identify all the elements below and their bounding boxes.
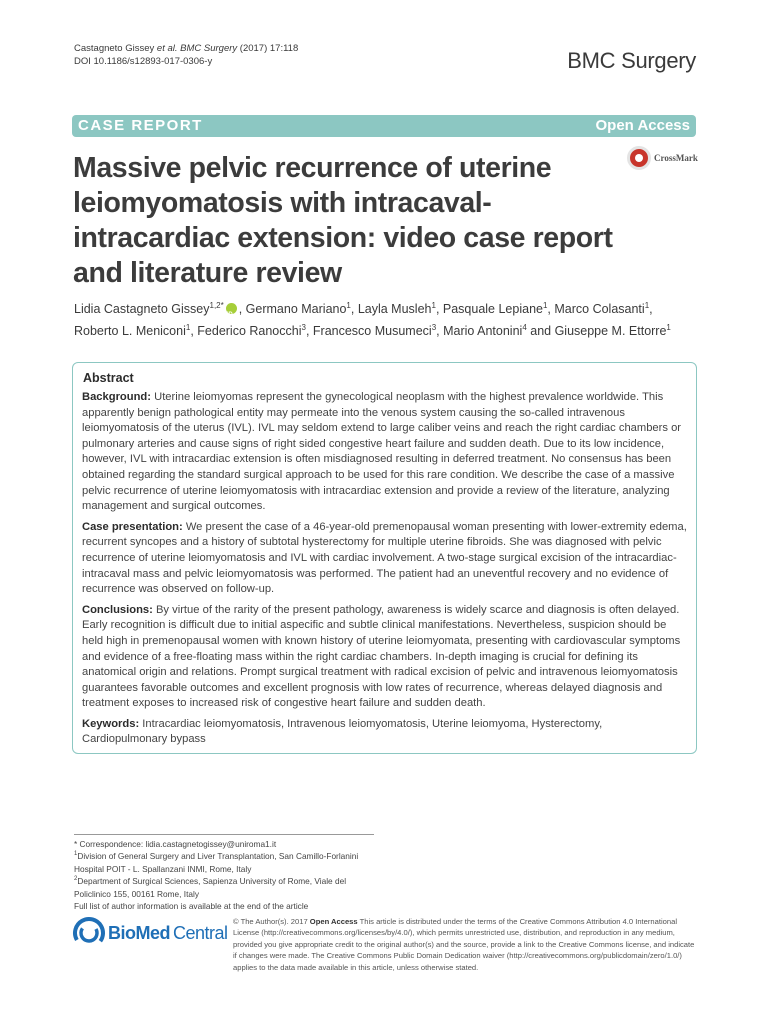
author-affiliation: 1 (644, 300, 650, 310)
author-affiliation: 1 (666, 322, 671, 332)
section-text: We present the case of a 46-year-old premenopausal woman presenting with lower-extremity edema, recurrent syncopes and a history of subtotal hysterectomy for multiple uterine fibroids. She was diagnosed with pelvic recurrence of uterine leiomyomatosis and IVL with cardiac involvement. A two-stage surgical excision of the intracardiac-intracaval mass and pelvic leiomyomatosis was performed. The patient had an uneventful recovery and no evidence of recurrence was observed on follow-up. (82, 520, 687, 596)
license-open-access: Open Access (309, 917, 358, 926)
section-text: Intracardiac leiomyomatosis, Intravenous leiomyomatosis, Uterine leiomyoma, Hysterectomy, Cardiopulmonary bypass (82, 717, 603, 746)
abstract-background (82, 390, 687, 515)
footnote-divider (74, 834, 374, 835)
author-affiliation: 1 (346, 300, 351, 310)
author-name: , Layla Musleh (350, 302, 432, 316)
article-type-label: CASE REPORT (78, 117, 203, 134)
abstract-keywords (82, 717, 687, 748)
section-label: Conclusions: (82, 603, 153, 616)
biomed-central-icon (72, 916, 106, 950)
citation-rest: (2017) 17:118 (237, 43, 299, 54)
author-affiliation: 1,2* (209, 300, 224, 310)
logo-text-biomed: BioMed (108, 922, 170, 943)
abstract-box (72, 362, 697, 754)
abstract-heading: Abstract (83, 371, 134, 385)
affiliation-1 (74, 850, 384, 875)
affiliation-2 (74, 875, 384, 900)
correspondence[interactable]: * Correspondence: lidia.castagnetogissey@uniroma1.it (74, 839, 277, 849)
crossmark-badge[interactable] (627, 146, 698, 170)
author-name: , Pasquale Lepiane (435, 302, 543, 316)
section-label: Background: (82, 391, 151, 403)
affiliation-number: 1 (74, 851, 78, 858)
affiliation-text: Division of General Surgery and Liver Transplantation, San Camillo-Forlanini Hospital POIT - L. Spallanzani INMI, Rome, Italy (74, 851, 359, 874)
affiliation-text: Department of Surgical Sciences, Sapienza University of Rome, Viale del Policlinico 155, 00161 Rome, Italy (74, 876, 347, 899)
section-label: Case presentation: (82, 520, 183, 533)
abstract-conclusions (82, 603, 687, 712)
section-label: Keywords: (82, 717, 140, 730)
citation-header (74, 42, 298, 68)
author-name: , Federico Ranocchi (190, 324, 302, 338)
abstract-case-presentation (82, 520, 687, 598)
biomed-central-logo (72, 916, 228, 950)
author-name: Lidia Castagneto Gissey (74, 302, 210, 316)
citation-authors: Castagneto Gissey (74, 43, 157, 54)
doi[interactable]: DOI 10.1186/s12893-017-0306-y (74, 56, 213, 67)
crossmark-icon (627, 146, 651, 170)
license-text: This article is distributed under the terms of the Creative Commons Attribution 4.0 International License (http://creativecommons.org/licenses/by/4.0/), which permits unrestricted use, distribution, and reproduction in any medium, provided you give appropriate credit to the original author(s) and the source, provide a link to the Creative Commons license, and indicate if changes were made. The Creative Commons Public Domain Dedication waiver (http://creativecommons.org/publicdomain/zero/1.0/) applies to the data made available in this article, unless otherwise stated. (233, 917, 695, 972)
open-access-label: Open Access (595, 117, 690, 134)
author-name: and Giuseppe M. Ettorre (526, 324, 667, 338)
affiliation-number: 2 (74, 876, 78, 883)
author-name: Roberto L. Meniconi (74, 324, 186, 338)
author-affiliation: 3 (431, 322, 437, 332)
logo-text-central: Central (173, 922, 228, 943)
section-text: Uterine leiomyomas represent the gynecological neoplasm with the highest prevalence worldwide. This apparently benign pathological entity may permeate into the venous system causing the so-called intravenous leiomyomatosis of the uterus (IVL). IVL may seldom extend to large caliber veins and reach the right cardiac chambers or pulmonary arteries and cause signs of right sided congestive heart failure and sudden death. Due to its low incidence, however, IVL with intracardiac extension is often misdiagnosed resulting in deferred treatment. No consensus has been obtained regarding the standard surgical approach to be used for this rare condition. We describe the case of a massive pelvic recurrence of uterine leiomyomatosis with intracardiac extension and provide a review of the literature, analyzing management and surgical outcomes. (82, 391, 682, 513)
author-affiliation: 4 (522, 322, 527, 332)
article-type-bar (72, 115, 696, 137)
author-affiliation: 1 (431, 300, 436, 310)
author-affiliation: 3 (301, 322, 306, 332)
journal-name: BMC Surgery (567, 48, 696, 73)
author-name: , Francesco Musumeci (305, 324, 432, 338)
footnotes (74, 838, 384, 912)
copyright: © The Author(s). 2017 (233, 917, 310, 926)
orcid-icon[interactable] (226, 303, 237, 314)
author-info-note: Full list of author information is available at the end of the article (74, 901, 309, 912)
author-name: , Marco Colasanti (547, 302, 645, 316)
section-text: By virtue of the rarity of the present pathology, awareness is widely scarce and diagnosis is often delayed. Early recognition is difficult due to initial aspecific and subtle clinical manifestations. Nevertheless, suspicion should be held high in premenopausal women with known history of uterine leiomyomata, presenting with cardiovascular symptoms and evidence of a free-floating mass within the right cardiac chambers. In-depth imaging is crucial for defining its anatomical origin and relations. Prompt surgical treatment with radical excision of pelvic and intravenous leiomyomatosis guarantees favorable outcomes and excellent prognosis with low rates of recurrence, whereas delayed diagnosis and treatment exposes to increased risk of congestive heart failure and sudden death. (82, 603, 681, 710)
license-statement (233, 916, 698, 973)
citation-etal: et al. BMC Surgery (156, 43, 238, 54)
crossmark-label: CrossMark (654, 153, 698, 163)
author-name: , Mario Antonini (436, 324, 523, 338)
author-affiliation: 1 (185, 322, 191, 332)
author-list (74, 298, 699, 342)
author-affiliation: 1 (542, 300, 548, 310)
author-separator: , (649, 302, 653, 316)
article-title: Massive pelvic recurrence of uterine leiomyomatosis with intracaval-intracardiac extension: video case report and literature review (73, 152, 613, 289)
author-name: , Germano Mariano (238, 302, 347, 316)
